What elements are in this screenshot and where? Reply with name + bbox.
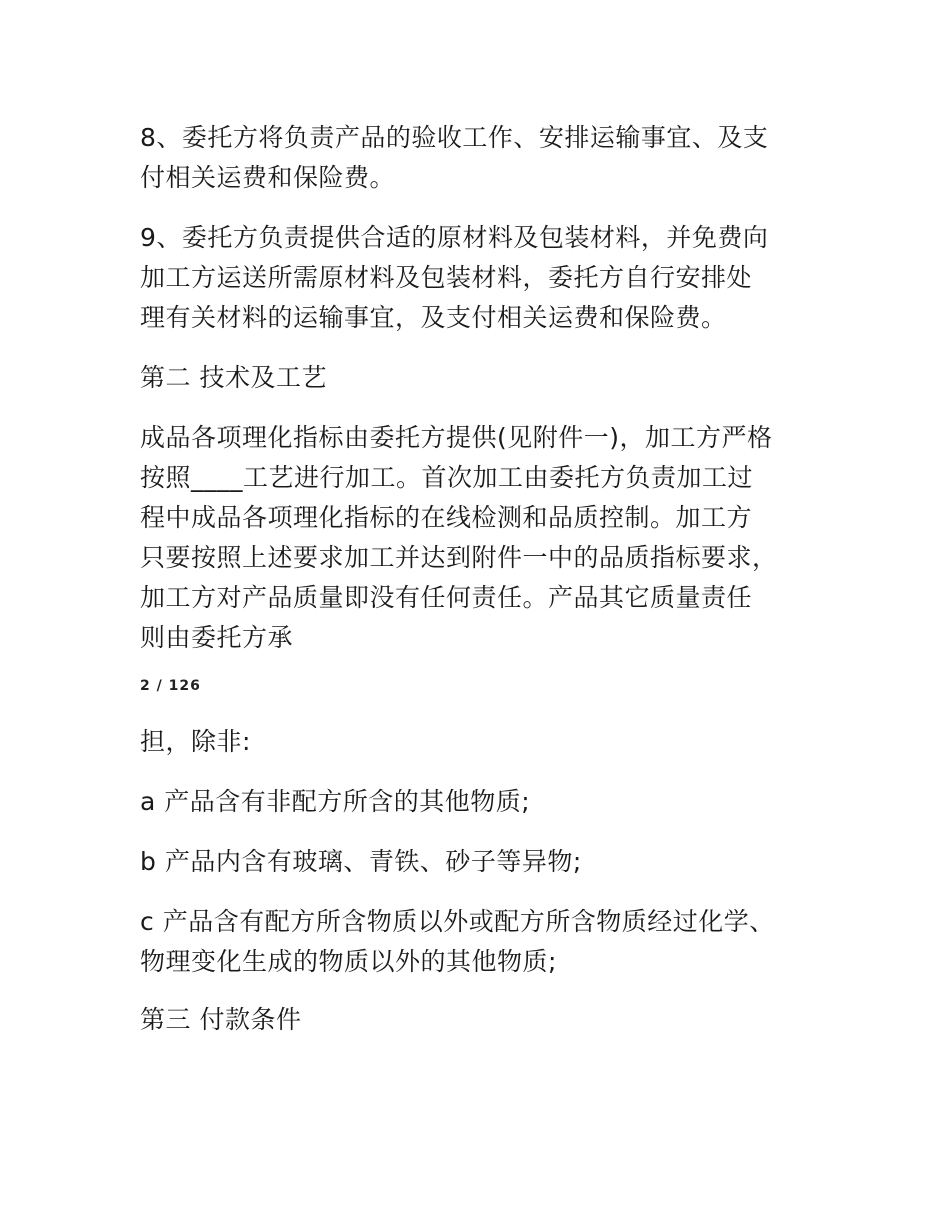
exception-c: [140, 902, 820, 982]
exception-a-text: a 产品含有非配方所含的其他物质;: [140, 787, 531, 816]
section-2-body: [140, 418, 820, 658]
clause-8-line-1: 8、委托方将负责产品的验收工作、安排运输事宜、及支: [140, 123, 769, 152]
exception-b: [140, 842, 820, 882]
exception-a: [140, 782, 820, 822]
clause-9-line-2: 加工方运送所需原材料及包装材料，委托方自行安排处: [140, 263, 753, 292]
section-2-heading: [140, 358, 820, 398]
continuation-paragraph: [140, 722, 820, 762]
section-2-line-6: 则由委托方承: [140, 623, 294, 652]
clause-9-line-3: 理有关材料的运输事宜，及支付相关运费和保险费。: [140, 303, 727, 332]
section-3-heading: [140, 1000, 820, 1040]
exception-b-text: b 产品内含有玻璃、青铁、砂子等异物;: [140, 847, 582, 876]
section-2-line-2: 按照____工艺进行加工。首次加工由委托方负责加工过: [140, 463, 754, 492]
section-3-heading-text: 第三 付款条件: [140, 1005, 302, 1034]
section-2-line-1: 成品各项理化指标由委托方提供(见附件一)，加工方严格: [140, 423, 773, 452]
section-2-line-4: 只要按照上述要求加工并达到附件一中的品质指标要求，: [140, 543, 778, 572]
page-number: 2 / 126: [140, 678, 201, 694]
section-2-line-5: 加工方对产品质量即没有任何责任。产品其它质量责任: [140, 583, 753, 612]
continuation-text: 担，除非:: [140, 727, 251, 756]
section-2-heading-text: 第二 技术及工艺: [140, 363, 327, 392]
exception-c-line-1: c 产品含有配方所含物质以外或配方所含物质经过化学、: [140, 907, 775, 936]
section-2-line-3: 程中成品各项理化指标的在线检测和品质控制。加工方: [140, 503, 753, 532]
exception-c-line-2: 物理变化生成的物质以外的其他物质;: [140, 947, 557, 976]
clause-8-paragraph: [140, 118, 820, 198]
clause-8-line-2: 付相关运费和保险费。: [140, 163, 396, 192]
clause-9-line-1: 9、委托方负责提供合适的原材料及包装材料，并免费向: [140, 223, 769, 252]
clause-9-paragraph: [140, 218, 820, 338]
